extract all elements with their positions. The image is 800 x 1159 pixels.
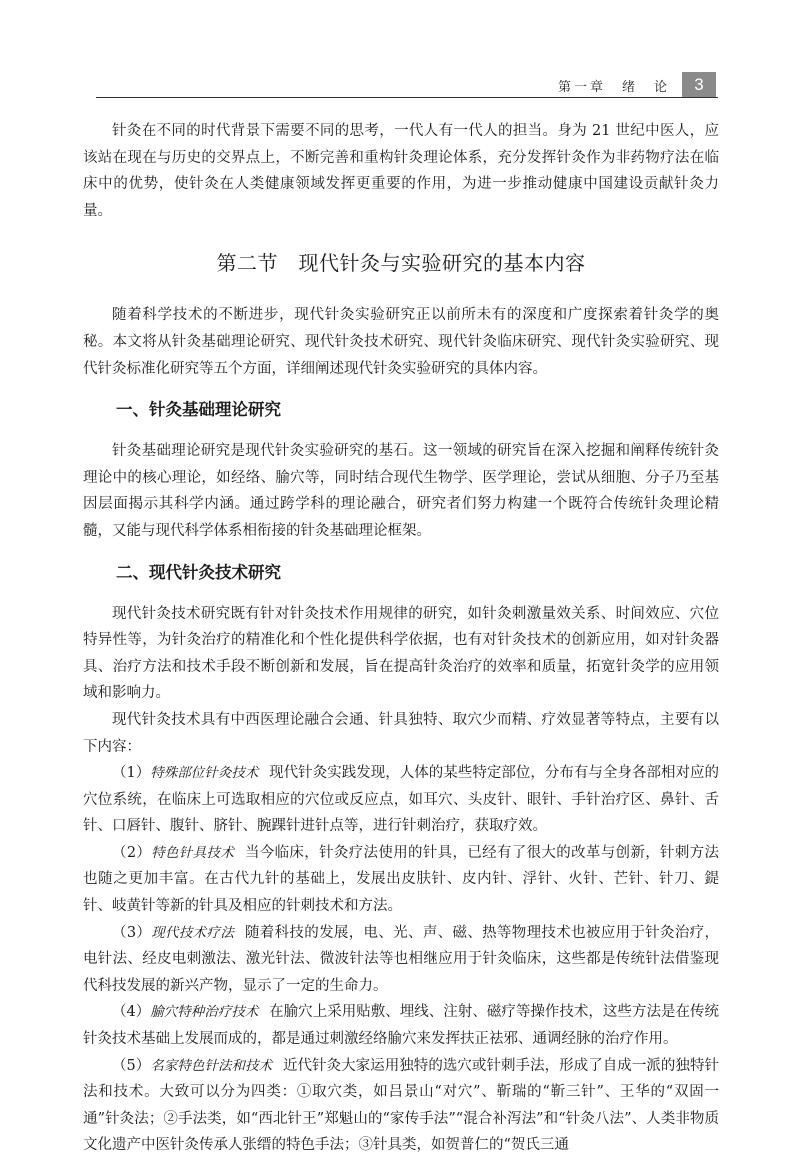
item-number: （5） [112, 1057, 151, 1074]
technology-paragraph-1: 现代针灸技术研究既有针对针灸技术作用规律的研究，如针灸刺激量效关系、时间效应、穴位特异性等，为针灸治疗的精准化和个性化提供科学依据，也有对针灸技术的创新应用，如对针灸器具、治疗方法和技术手段不断创新和发展，旨在提高针灸治疗的效率和质量，拓宽针灸学的应用领域和影响力。 [83, 605, 719, 702]
item-number: （1） [112, 765, 151, 782]
section-intro-paragraph: 随着科学技术的不断进步，现代针灸实验研究正以前所未有的深度和广度探索着针灸学的奥秘。本文将从针灸基础理论研究、现代针灸技术研究、现代针灸临床研究、现代针灸实验研究、现代针灸标准化研究等五个方面，详细阐述现代针灸实验研究的具体内容。 [83, 307, 719, 377]
item-text: 当今临床，针灸疗法使用的针具，已经有了很大的改革与创新，针刺方法也随之更加丰富。在古代九针的基础上，发展出皮肤针、皮内针、浮针、火针、芒针、针刀、鍉针、岐黄针等新的针具及相应的针刺技术和方法。 [83, 844, 720, 915]
item-label: 特殊部位针灸技术 [150, 765, 259, 782]
header-rule [96, 97, 718, 98]
list-item [83, 760, 719, 840]
item-number: （2） [112, 844, 152, 861]
list-item [83, 840, 719, 920]
subsection-heading-technology: 二、现代针灸技术研究 [116, 562, 281, 582]
item-number: （4） [112, 1004, 151, 1021]
item-label: 特色针具技术 [151, 844, 235, 861]
subsection-heading-basic-theory: 一、针灸基础理论研究 [116, 400, 281, 420]
page-number: 3 [682, 72, 716, 98]
technology-paragraph-2: 现代针灸技术具有中西医理论融合会通、针具独特、取穴少而精、疗效显著等特点，主要有以下内容： [83, 711, 719, 755]
list-item [83, 999, 719, 1052]
list-item [83, 1053, 719, 1159]
item-text: 近代针灸大家运用独特的选穴或针刺手法，形成了自成一派的独特针法和技术。大致可以分为四类：①取穴类，如吕景山“对穴”、靳瑞的“靳三针”、王华的“双固一通”针灸法；②手法类，如“西北针王”郑魁山的“家传手法”“混合补泻法”和“针灸八法”、人类非物质文化遗产中医针灸传承人张缙的特色手法；③针具类，如贺普仁的“贺氏三通 [83, 1057, 720, 1154]
page-body [83, 118, 719, 1159]
chapter-title: 第一章 绪 论 [557, 80, 670, 95]
item-label: 现代技术疗法 [151, 924, 235, 941]
section-title: 第二节 现代针灸与实验研究的基本内容 [216, 251, 586, 276]
item-text: 随着科技的发展，电、光、声、磁、热等物理技术也被应用于针灸治疗，电针法、经皮电刺激法、激光针法、微波针法等也相继应用于针灸临床，这些都是传统针法借鉴现代科技发展的新兴产物，显示了一定的生命力。 [83, 924, 720, 994]
item-number: （3） [112, 924, 152, 941]
intro-paragraph: 针灸在不同的时代背景下需要不同的思考，一代人有一代人的担当。身为 21 世纪中医人，应该站在现在与历史的交界点上，不断完善和重构针灸理论体系，充分发挥针灸作为非药物疗法在临床中的优势，使针灸在人类健康领域发挥更重要的作用，为进一步推动健康中国建设贡献针灸力量。 [83, 123, 719, 219]
list-item [83, 920, 719, 1000]
running-head [96, 72, 718, 98]
item-text: 在腧穴上采用贴敷、埋线、注射、磁疗等操作技术，这些方法是在传统针灸技术基础上发展而成的，都是通过刺激经络腧穴来发挥扶正祛邪、通调经脉的治疗作用。 [83, 1004, 719, 1048]
item-text: 现代针灸实践发现，人体的某些特定部位，分布有与全身各部相对应的穴位系统，在临床上可选取相应的穴位或反应点，如耳穴、头皮针、眼针、手针治疗区、鼻针、舌针、口唇针、腹针、脐针、腕踝针进针点等，进行针刺治疗，获取疗效。 [83, 765, 719, 835]
item-label: 名家特色针法和技术 [150, 1057, 273, 1074]
basic-theory-paragraph: 针灸基础理论研究是现代针灸实验研究的基石。这一领域的研究旨在深入挖掘和阐释传统针灸理论中的核心理论，如经络、腧穴等，同时结合现代生物学、医学理论，尝试从细胞、分子乃至基因层面揭示其科学内涵。通过跨学科的理论融合，研究者们努力构建一个既符合传统针灸理论精髓，又能与现代科学体系相衔接的针灸基础理论框架。 [83, 443, 719, 539]
item-label: 腧穴特种治疗技术 [150, 1004, 259, 1021]
